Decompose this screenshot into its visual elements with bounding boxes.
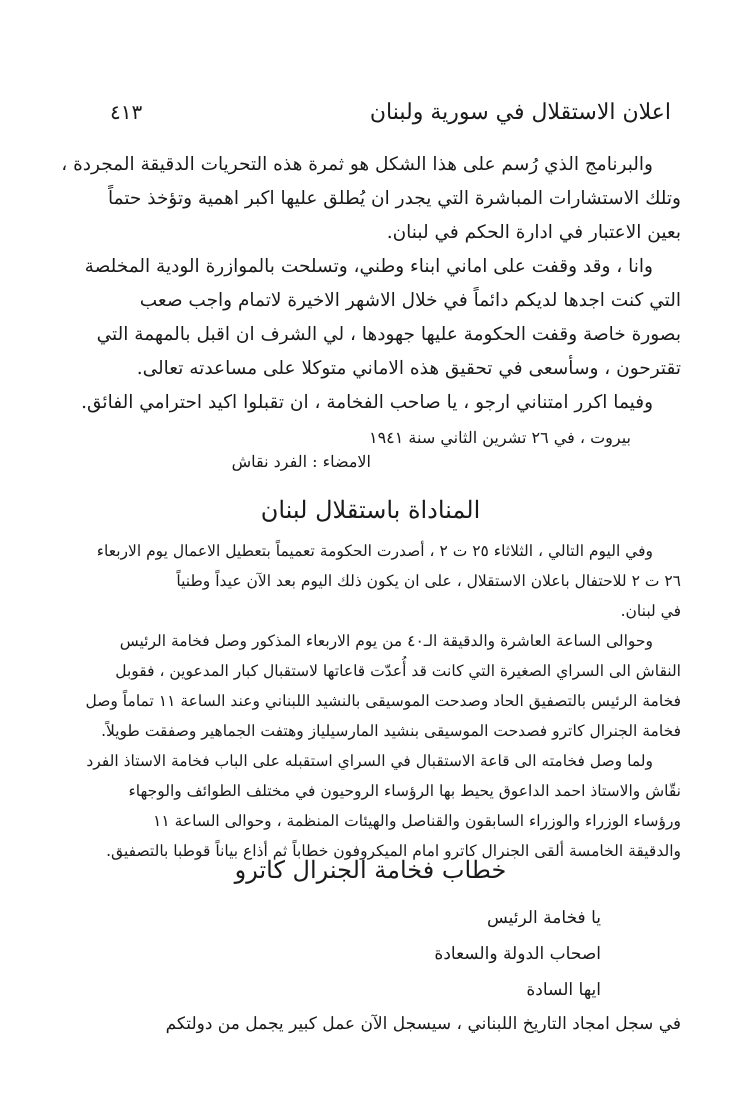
- text-line: فخامة الرئيس بالتصفيق الحاد وصدحت الموسيقى بالنشيد اللبناني وعند الساعة ١١ تماماً وصل: [85, 692, 681, 710]
- text-line: نقّاش والاستاذ احمد الداعوق يحيط بها الرؤساء الروحيون في مختلف الطوائف والوجهاء: [128, 782, 681, 800]
- speech-body: [55, 1006, 681, 1042]
- text-line: وفيما اكرر امتناني ارجو ، يا صاحب الفخامة ، ان تقبلوا اكيد احترامي الفائق.: [81, 392, 653, 413]
- text-line: تقترحون ، وسأسعى في تحقيق هذه الاماني متوكلا على مساعدته تعالى.: [136, 358, 681, 379]
- salutations: [434, 900, 601, 1008]
- salutation-line: يا فخامة الرئيس: [486, 908, 601, 928]
- section-heading: المناداة باستقلال لبنان: [260, 496, 481, 524]
- text-line: ولما وصل فخامته الى قاعة الاستقبال في السراي استقبله على الباب فخامة الاستاذ الفرد: [86, 752, 653, 770]
- speech-heading: خطاب فخامة الجنرال كاترو: [234, 856, 507, 884]
- signature: الامضاء : الفرد نقاش: [231, 452, 371, 471]
- salutation-line: ايها السادة: [526, 980, 601, 1000]
- text-line: والبرنامج الذي رُسم على هذا الشكل هو ثمرة هذه التحريات الدقيقة المجردة ،: [61, 154, 653, 175]
- text-line: بعين الاعتبار في ادارة الحكم في لبنان.: [386, 222, 681, 243]
- text-line: وحوالى الساعة العاشرة والدقيقة الـ٤٠ من يوم الاربعاء المذكور وصل فخامة الرئيس: [119, 632, 653, 650]
- text-line: بصورة خاصة وقفت الحكومة عليها جهودها ، لي الشرف ان اقبل بالمهمة التي: [96, 324, 681, 345]
- page-number: ٤١٣: [110, 100, 143, 124]
- running-title: اعلان الاستقلال في سورية ولبنان: [369, 99, 671, 125]
- date-line: بيروت ، في ٢٦ تشرين الثاني سنة ١٩٤١: [368, 428, 631, 447]
- text-line: والدقيقة الخامسة ألقى الجنرال كاترو امام الميكروفون خطاباً ثم أذاع بياناً قوطبا بالتصفيق.: [106, 842, 681, 860]
- text-line: في لبنان.: [620, 602, 681, 620]
- text-line: في سجل امجاد التاريخ اللبناني ، سيسجل الآن عمل كبير يجمل من دولتكم: [165, 1014, 681, 1034]
- text-line: وفي اليوم التالي ، الثلاثاء ٢٥ ت ٢ ، أصدرت الحكومة تعميماً بتعطيل الاعمال يوم الاربعاء: [96, 542, 653, 560]
- salutation-line: اصحاب الدولة والسعادة: [434, 944, 601, 964]
- text-line: ورؤساء الوزراء والوزراء السابقون والقناصل والهيئات المنظمة ، وحوالى الساعة ١١: [153, 812, 681, 830]
- section-body: [55, 536, 681, 866]
- text-line: فخامة الجنرال كاترو فصدحت الموسيقى بنشيد المارسيلياز وهتفت الجماهير وصفقت طويلاً.: [101, 722, 681, 740]
- text-line: وتلك الاستشارات المباشرة التي يجدر ان يُطلق عليها اكبر اهمية وتؤخذ حتماً: [108, 188, 681, 209]
- text-line: التي كنت اجدها لديكم دائماً في خلال الاشهر الاخيرة لاتمام واجب صعب: [139, 290, 681, 311]
- running-head: [110, 96, 671, 128]
- text-line: وانا ، وقد وقفت على اماني ابناء وطني، وتسلحت بالموازرة الودية المخلصة: [84, 256, 653, 277]
- letter-body: [55, 148, 681, 420]
- text-line: ٢٦ ت ٢ للاحتفال باعلان الاستقلال ، على ان يكون ذلك اليوم بعد الآن عيداً وطنياً: [176, 572, 681, 590]
- text-line: النقاش الى السراي الصغيرة التي كانت قد أُعدّت قاعاتها لاستقبال كبار المدعوين ، فقوبل: [115, 662, 681, 680]
